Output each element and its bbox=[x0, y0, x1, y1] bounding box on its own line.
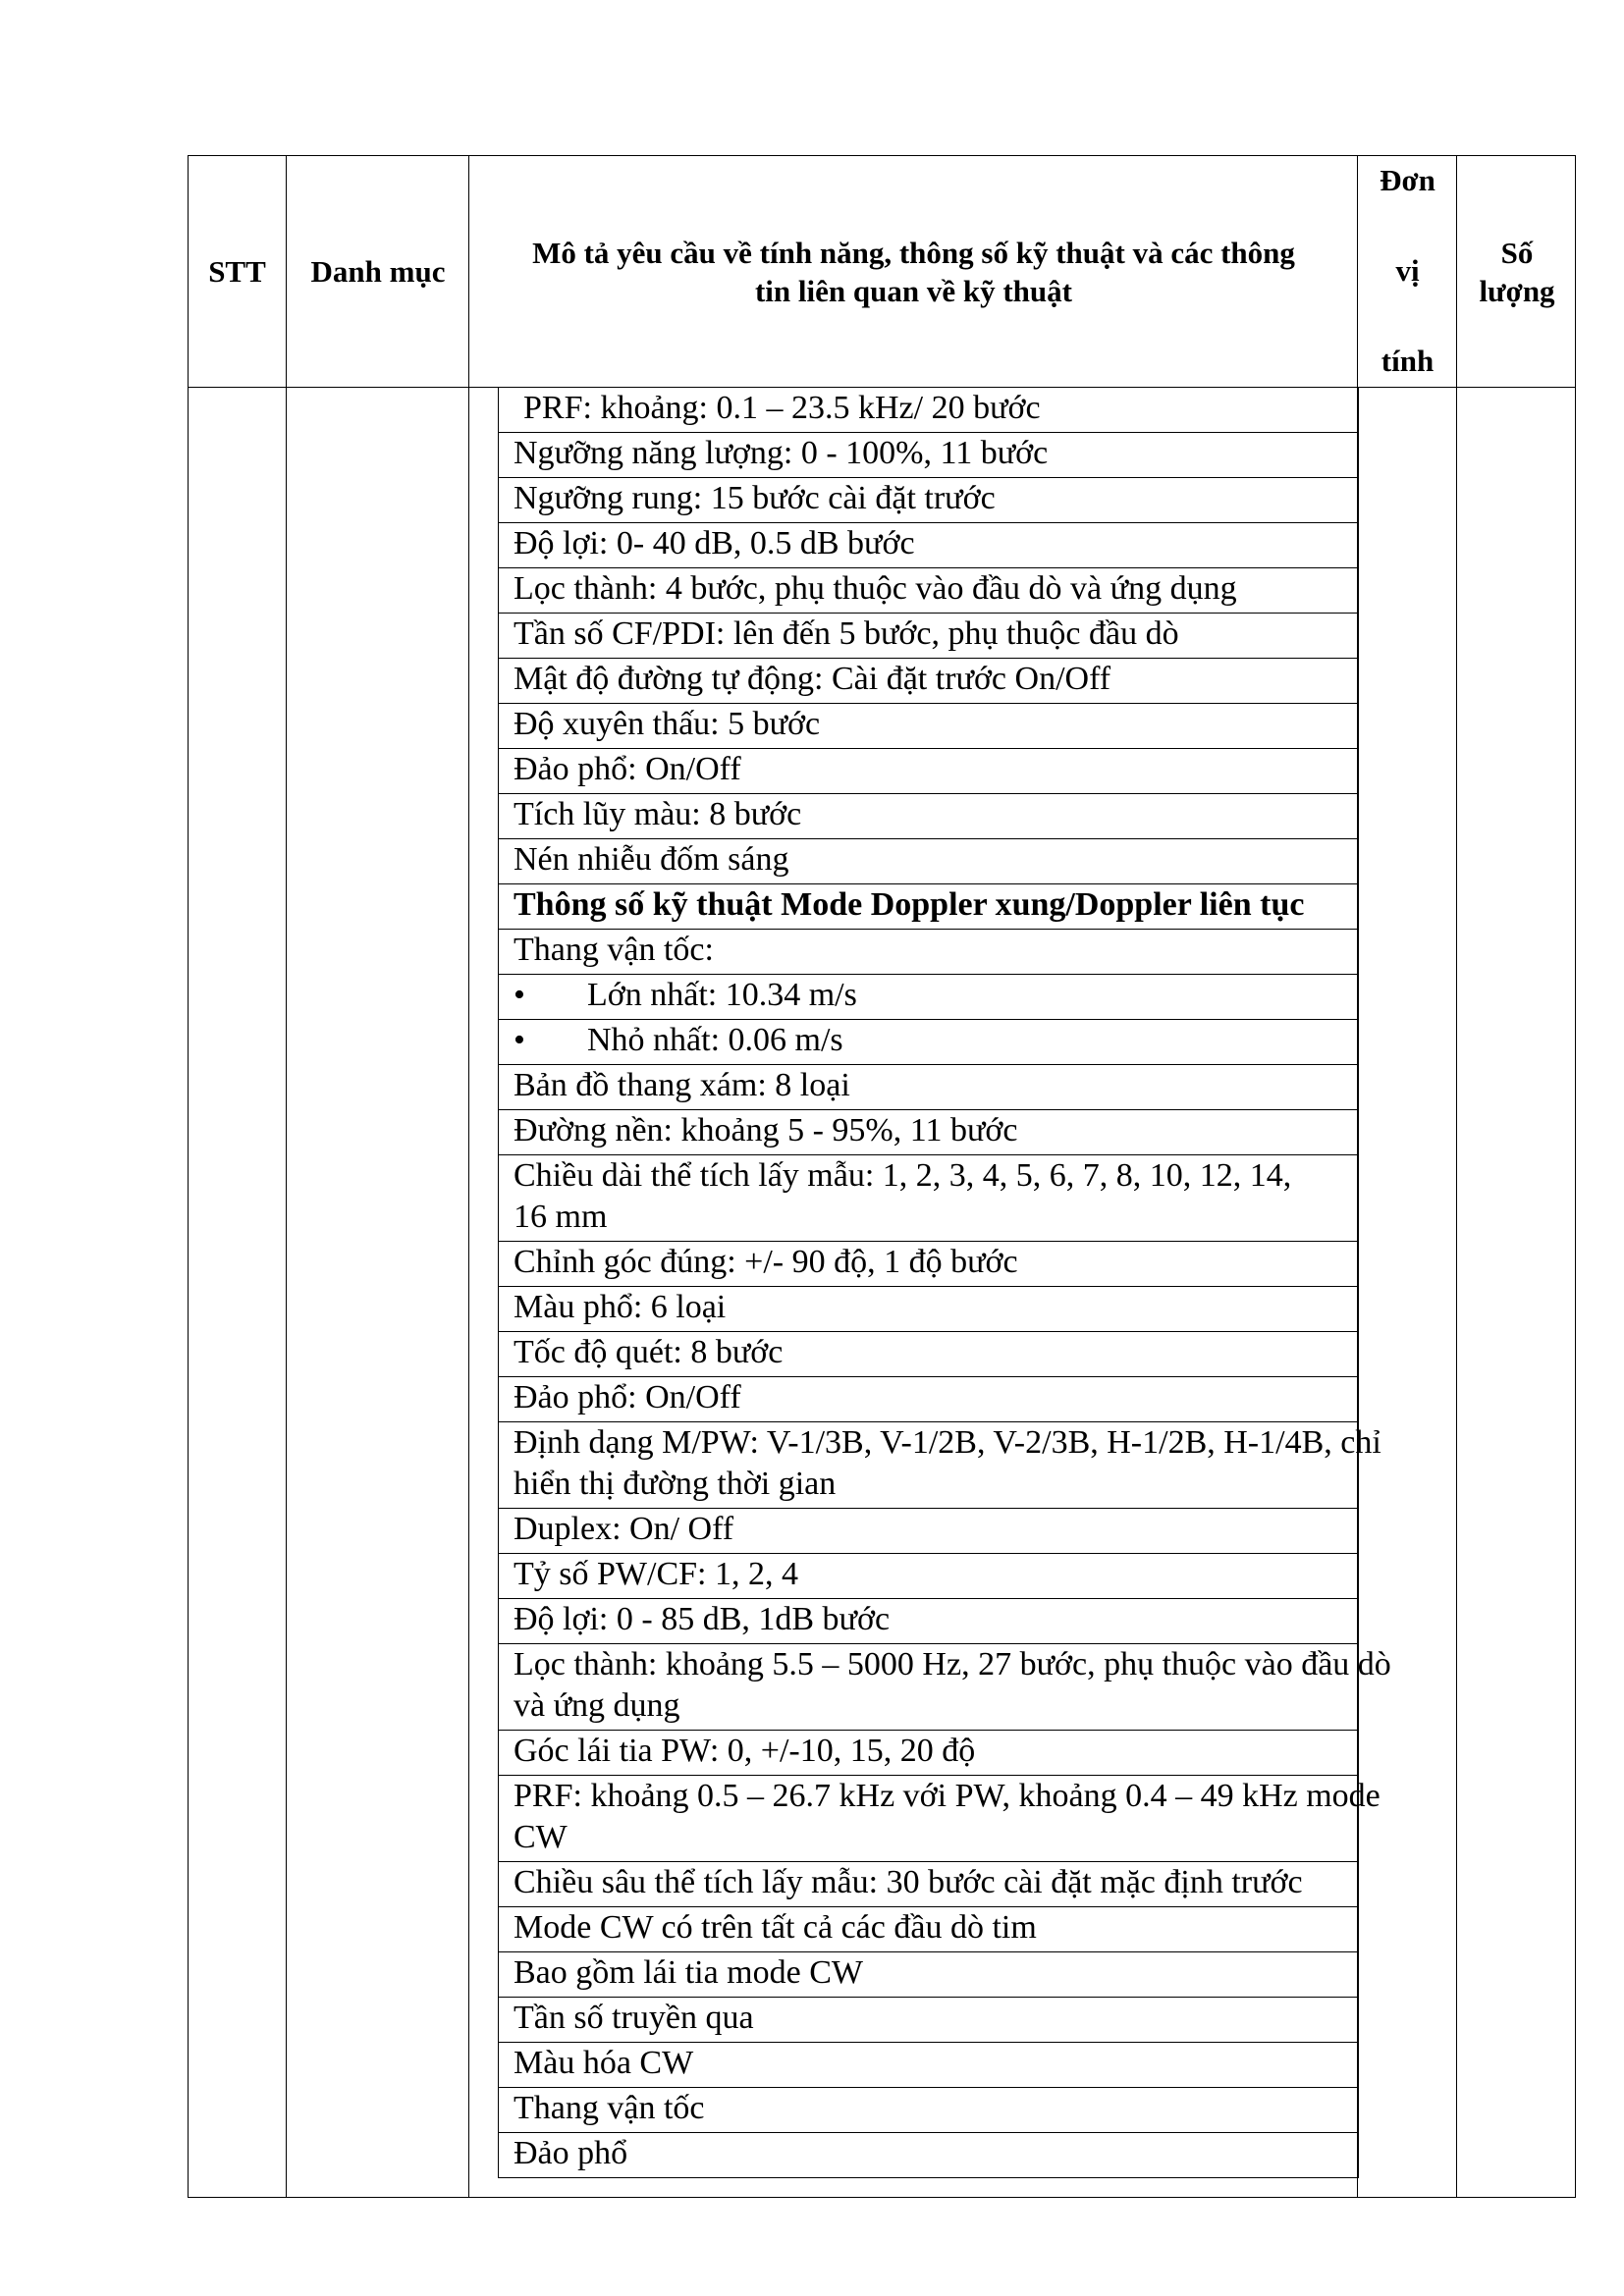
header-mo-ta bbox=[470, 157, 1357, 386]
header-stt bbox=[189, 157, 286, 386]
spec-row: Độ xuyên thấu: 5 bước bbox=[499, 703, 1358, 748]
spec-row: Chỉnh góc đúng: +/- 90 độ, 1 độ bước bbox=[499, 1241, 1358, 1286]
spec-row: Mật độ đường tự động: Cài đặt trước On/Off bbox=[499, 658, 1358, 703]
spec-row: Màu phổ: 6 loại bbox=[499, 1286, 1358, 1331]
bullet-icon: • bbox=[514, 977, 525, 1013]
header-danh-muc bbox=[288, 157, 468, 386]
header-don-vi-1: Đơn bbox=[1380, 163, 1435, 197]
spec-row: Định dạng M/PW: V-1/3B, V-1/2B, V-2/3B, H-1/2B, H-1/4B, chỉ hiển thị đường thời gian bbox=[499, 1421, 1358, 1508]
spec-row: Bao gồm lái tia mode CW bbox=[499, 1951, 1358, 1997]
spec-row: Đường nền: khoảng 5 - 95%, 11 bước bbox=[499, 1109, 1358, 1154]
spec-section-heading: Thông số kỹ thuật Mode Doppler xung/Doppler liên tục bbox=[499, 883, 1358, 929]
spec-row: Chiều dài thể tích lấy mẫu: 1, 2, 3, 4, 5, 6, 7, 8, 10, 12, 14, 16 mm bbox=[499, 1154, 1358, 1241]
spec-bullet-row: • Nhỏ nhất: 0.06 m/s bbox=[499, 1019, 1358, 1064]
spec-row: Đảo phổ: On/Off bbox=[499, 1376, 1358, 1421]
spec-row: Ngưỡng rung: 15 bước cài đặt trước bbox=[499, 477, 1358, 522]
header-so-luong-1: Số bbox=[1500, 235, 1534, 270]
spec-row: Chiều sâu thể tích lấy mẫu: 30 bước cài đặt mặc định trước bbox=[499, 1861, 1358, 1906]
spec-row: Duplex: On/ Off bbox=[499, 1508, 1358, 1553]
header-so-luong bbox=[1458, 157, 1576, 386]
header-don-vi-tinh bbox=[1359, 157, 1456, 384]
spec-row: Ngưỡng năng lượng: 0 - 100%, 11 bước bbox=[499, 432, 1358, 477]
spec-row: Góc lái tia PW: 0, +/-10, 15, 20 độ bbox=[499, 1730, 1358, 1775]
spec-row: Nén nhiễu đốm sáng bbox=[499, 838, 1358, 883]
spec-row: Tần số truyền qua bbox=[499, 1997, 1358, 2042]
header-don-vi-3: tính bbox=[1380, 344, 1435, 378]
spec-row: Độ lợi: 0- 40 dB, 0.5 dB bước bbox=[499, 522, 1358, 567]
header-stt-text: STT bbox=[208, 254, 266, 289]
header-so-luong-2: lượng bbox=[1479, 273, 1555, 308]
header-danh-muc-text: Danh mục bbox=[310, 254, 446, 289]
spec-list bbox=[498, 388, 1391, 2178]
spec-row: Tốc độ quét: 8 bước bbox=[499, 1331, 1358, 1376]
spec-row: Đảo phổ: On/Off bbox=[499, 748, 1358, 793]
spec-row: Đảo phổ bbox=[499, 2132, 1358, 2177]
col-divider bbox=[286, 155, 287, 2198]
col-divider bbox=[1357, 155, 1358, 388]
spec-row: Mode CW có trên tất cả các đầu dò tim bbox=[499, 1906, 1358, 1951]
spec-row: Độ lợi: 0 - 85 dB, 1dB bước bbox=[499, 1598, 1358, 1643]
spec-row: Bản đồ thang xám: 8 loại bbox=[499, 1064, 1358, 1109]
col-divider bbox=[468, 155, 469, 2198]
col-divider bbox=[1456, 155, 1457, 2198]
spec-row: Màu hóa CW bbox=[499, 2042, 1358, 2087]
spec-row: Tỷ số PW/CF: 1, 2, 4 bbox=[499, 1553, 1358, 1598]
spec-row: Tích lũy màu: 8 bước bbox=[499, 793, 1358, 838]
header-don-vi-2: vị bbox=[1395, 253, 1420, 288]
spec-bullet-row: • Lớn nhất: 10.34 m/s bbox=[499, 974, 1358, 1019]
spec-row: PRF: khoảng 0.5 – 26.7 kHz với PW, khoảng 0.4 – 49 kHz mode CW bbox=[499, 1775, 1358, 1861]
spec-row: Tần số CF/PDI: lên đến 5 bước, phụ thuộc đầu dò bbox=[499, 613, 1358, 658]
bullet-icon: • bbox=[514, 1022, 525, 1058]
spec-row: Thang vận tốc: bbox=[499, 929, 1358, 974]
header-mo-ta-line1: Mô tả yêu cầu về tính năng, thông số kỹ thuật và các thông bbox=[532, 235, 1295, 270]
spec-row: Thang vận tốc bbox=[499, 2087, 1358, 2132]
header-mo-ta-line2: tin liên quan về kỹ thuật bbox=[754, 273, 1072, 308]
spec-row: Lọc thành: 4 bước, phụ thuộc vào đầu dò và ứng dụng bbox=[499, 567, 1358, 613]
spec-row: Lọc thành: khoảng 5.5 – 5000 Hz, 27 bước, phụ thuộc vào đầu dò và ứng dụng bbox=[499, 1643, 1358, 1730]
spec-row: PRF: khoảng: 0.1 – 23.5 kHz/ 20 bước bbox=[523, 390, 1041, 426]
